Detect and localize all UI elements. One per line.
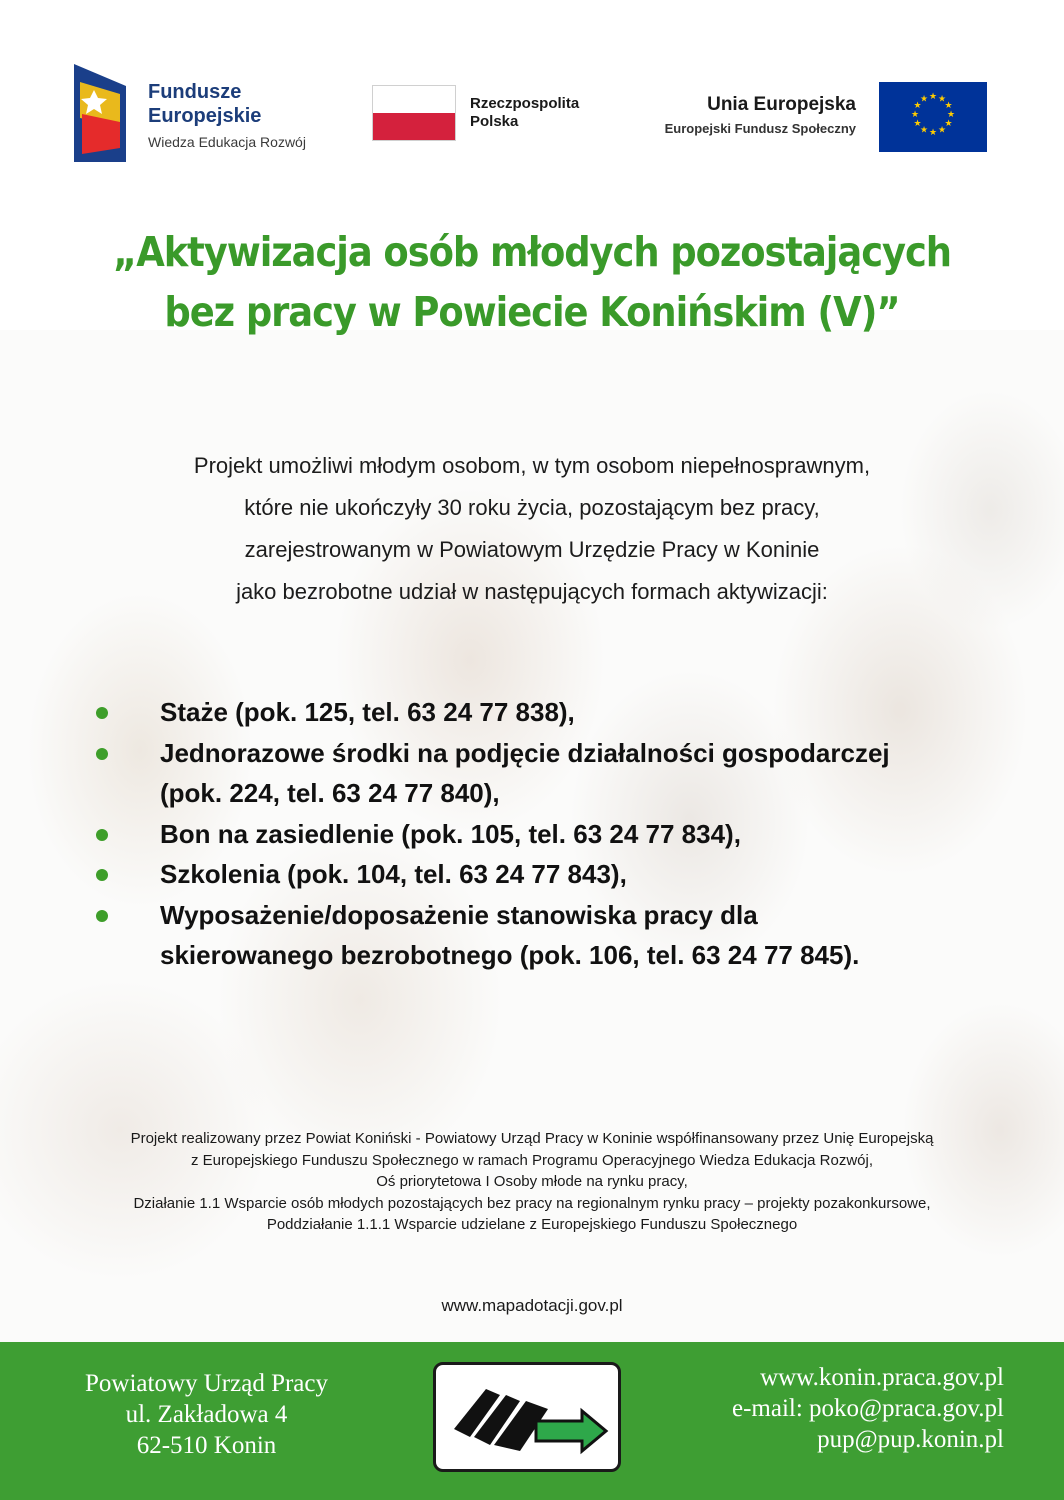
unia-europejska-text — [628, 94, 856, 136]
fe-line2: Europejskie — [148, 105, 262, 127]
eu-flag-icon — [879, 82, 987, 152]
address-line: Powiatowy Urząd Pracy — [85, 1370, 328, 1397]
intro-line: które nie ukończyły 30 roku życia, pozostającym bez pracy, — [244, 495, 820, 520]
fe-line1: Fundusze — [148, 81, 242, 103]
item-text: Staże (pok. 125, tel. 63 24 77 838), — [160, 697, 575, 727]
funding-line: Oś priorytetowa I Osoby młode na rynku pracy, — [376, 1173, 688, 1190]
footer-address — [64, 1368, 349, 1461]
fe-line3: Wiedza Edukacja Rozwój — [148, 134, 306, 150]
funding-line: Działanie 1.1 Wsparcie osób młodych pozostających bez pracy na regionalnym rynku pracy – projekty pozakonkursowe, — [133, 1194, 931, 1212]
pup-cards-arrow-icon — [436, 1365, 618, 1469]
svg-text:★: ★ — [946, 110, 956, 120]
list-item — [96, 854, 996, 895]
footer-contact — [660, 1362, 1004, 1455]
fundusze-europejskie-logo-icon — [74, 64, 126, 162]
list-item — [96, 895, 996, 976]
svg-text:★: ★ — [919, 94, 929, 105]
svg-text:★: ★ — [910, 110, 920, 120]
item-text: Bon na zasiedlenie (pok. 105, tel. 63 24 77 834), — [160, 818, 741, 849]
svg-text:★: ★ — [944, 119, 953, 129]
funding-line: Projekt realizowany przez Powiat Koniński - Powiatowy Urząd Pracy w Koninie współfinansowany przez Unię Europejską — [130, 1130, 934, 1147]
item-text-continued: (pok. 224, tel. 63 24 77 840), — [160, 778, 500, 808]
intro-line: zarejestrowanym w Powiatowym Urzędzie Pracy w Koninie — [244, 537, 820, 562]
list-item — [96, 733, 996, 814]
bullet-icon — [96, 707, 108, 719]
item-text: Wyposażenie/doposażenie stanowiska pracy dla — [160, 899, 758, 930]
intro-paragraph — [0, 445, 1064, 613]
title-line2: bez pracy w Powiecie Konińskim (V)” — [164, 288, 900, 336]
svg-text:★: ★ — [937, 125, 947, 136]
funding-note — [0, 1128, 1064, 1236]
svg-text:★: ★ — [928, 92, 938, 102]
bullet-icon — [96, 869, 108, 881]
website-link[interactable]: www.mapadotacji.gov.pl — [441, 1296, 623, 1315]
svg-text:★: ★ — [913, 119, 922, 129]
address-line: 62-510 Konin — [136, 1432, 277, 1459]
eu-line2: Europejski Fundusz Społeczny — [664, 121, 856, 136]
contact-email[interactable]: e-mail: poko@praca.gov.pl — [731, 1395, 1004, 1422]
rzeczpospolita-text — [470, 95, 579, 131]
activation-forms-list — [96, 692, 996, 976]
bullet-icon — [96, 910, 108, 922]
svg-text:★: ★ — [937, 94, 947, 105]
bullet-icon — [96, 829, 108, 841]
title-line1: „Aktywizacja osób młodych pozostających — [113, 228, 951, 276]
page-title — [53, 222, 1011, 342]
contact-website[interactable]: www.konin.praca.gov.pl — [760, 1364, 1004, 1391]
item-text: Szkolenia (pok. 104, tel. 63 24 77 843), — [160, 859, 627, 889]
contact-email-secondary[interactable]: pup@pup.konin.pl — [817, 1426, 1004, 1453]
pup-logo — [433, 1362, 621, 1472]
svg-text:★: ★ — [944, 101, 953, 111]
intro-line: Projekt umożliwi młodym osobom, w tym osobom niepełnosprawnym, — [193, 453, 871, 478]
svg-text:★: ★ — [913, 101, 922, 111]
svg-text:★: ★ — [919, 125, 929, 136]
item-text: Jednorazowe środki na podjęcie działalności gospodarczej — [160, 737, 890, 768]
pl-line2: Polska — [470, 113, 519, 130]
intro-line: jako bezrobotne udział w następujących formach aktywizacji: — [236, 579, 828, 604]
list-item — [96, 692, 996, 733]
bullet-icon — [96, 748, 108, 760]
fundusze-europejskie-text — [148, 80, 306, 150]
list-item — [96, 814, 996, 855]
item-text-continued: skierowanego bezrobotnego (pok. 106, tel. 63 24 77 845). — [160, 940, 860, 970]
poland-flag-icon — [372, 85, 456, 141]
eu-line1: Unia Europejska — [707, 94, 856, 115]
funding-line: z Europejskiego Funduszu Społecznego w ramach Programu Operacyjnego Wiedza Edukacja Rozwój, — [190, 1151, 874, 1169]
address-line: ul. Zakładowa 4 — [125, 1401, 288, 1428]
funding-line: Poddziałanie 1.1.1 Wsparcie udzielane z Europejskiego Funduszu Społecznego — [266, 1216, 798, 1233]
pl-line1: Rzeczpospolita — [470, 95, 580, 112]
svg-text:★: ★ — [928, 128, 938, 138]
